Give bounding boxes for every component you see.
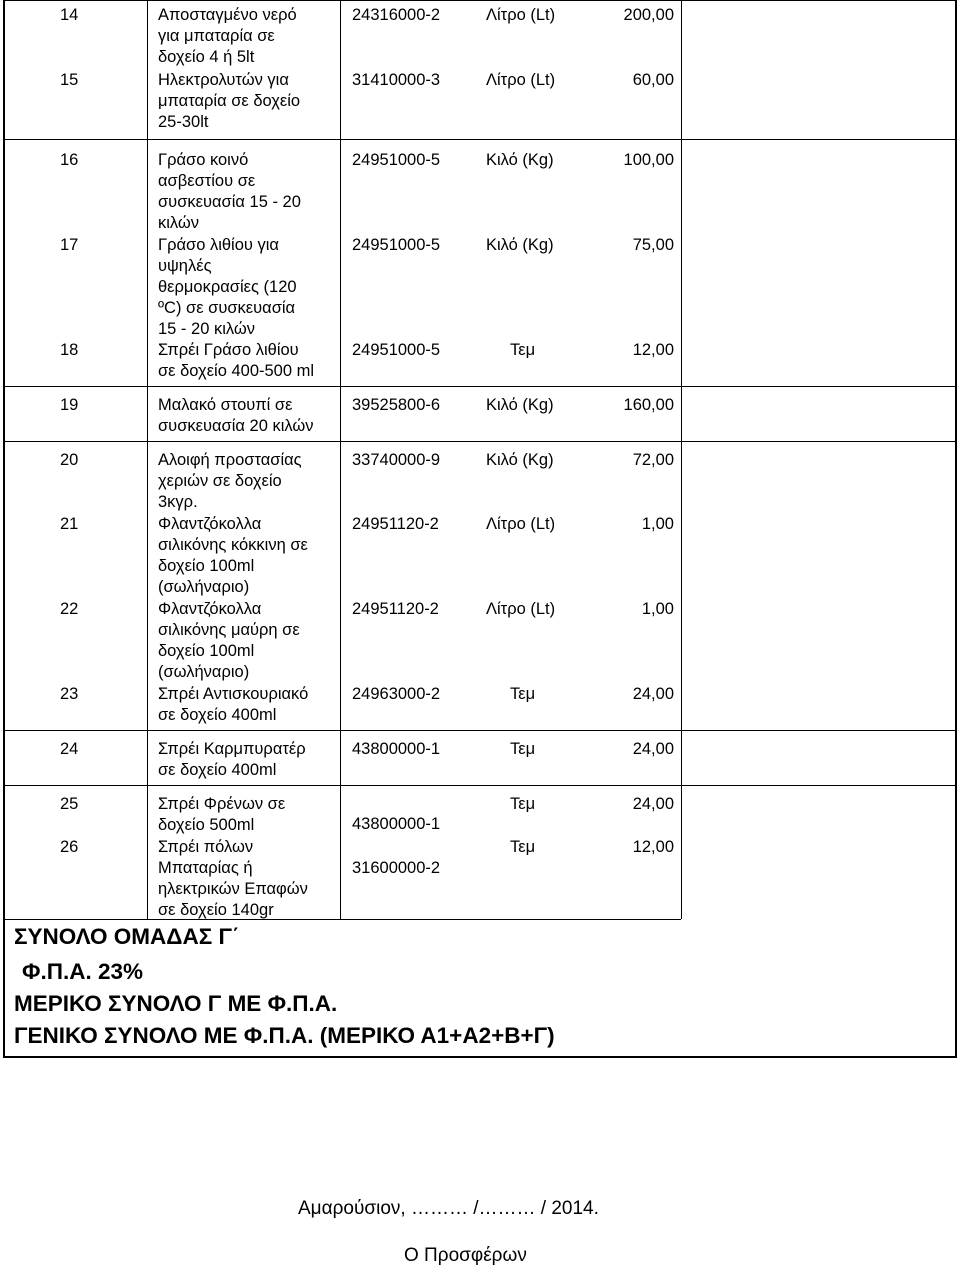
- item-unit: Τεμ: [510, 685, 536, 703]
- item-quantity: 24,00: [632, 795, 674, 813]
- item-cpv-code: 24951000-5: [352, 151, 441, 169]
- item-quantity: 1,00: [641, 600, 674, 618]
- column-divider: [147, 0, 148, 919]
- item-cpv-code: 24963000-2: [352, 685, 441, 703]
- item-unit: Κιλό (Kg): [486, 396, 554, 414]
- item-unit: Τεμ: [510, 795, 536, 813]
- item-description: Φλαντζόκολλα σιλικόνης κόκκινη σε δοχείο 100ml (σωλήναριο): [158, 515, 308, 596]
- item-cpv-code: 39525800-6: [352, 396, 441, 414]
- item-unit: Λίτρο (Lt): [486, 6, 556, 24]
- item-quantity: 100,00: [623, 151, 674, 169]
- item-number: 17: [60, 236, 79, 254]
- item-cpv-code: 24951120-2: [352, 515, 439, 533]
- item-cpv-code: 31410000-3: [352, 71, 441, 89]
- row-separator: [3, 919, 681, 920]
- item-number: 19: [60, 396, 79, 414]
- item-unit: Κιλό (Kg): [486, 451, 554, 469]
- item-cpv-code: 31600000-2: [352, 859, 441, 877]
- item-number: 15: [60, 71, 79, 89]
- item-description: Γράσο λιθίου για υψηλές θερμοκρασίες (120 ºC) σε συσκευασία 15 - 20 κιλών: [158, 236, 297, 338]
- item-quantity: 160,00: [623, 396, 674, 414]
- item-unit: Λίτρο (Lt): [486, 515, 556, 533]
- row-separator: [3, 139, 957, 140]
- item-number: 24: [60, 740, 79, 758]
- item-unit: Λίτρο (Lt): [486, 600, 556, 618]
- item-quantity: 200,00: [623, 6, 674, 24]
- grand-total-label: ΓΕΝΙΚΟ ΣΥΝΟΛΟ ΜΕ Φ.Π.Α. (ΜΕΡΙΚΟ Α1+Α2+Β+Γ): [14, 1023, 555, 1048]
- item-quantity: 72,00: [632, 451, 674, 469]
- item-unit: Τεμ: [510, 341, 536, 359]
- item-number: 20: [60, 451, 79, 469]
- partial-total-label: ΜΕΡΙΚΟ ΣΥΝΟΛΟ Γ ΜΕ Φ.Π.Α.: [14, 991, 338, 1016]
- item-unit: Τεμ: [510, 740, 536, 758]
- item-unit: Λίτρο (Lt): [486, 71, 556, 89]
- item-description: Αποσταγμένο νερό για μπαταρία σε δοχείο 4 ή 5lt: [158, 6, 297, 66]
- item-number: 21: [60, 515, 79, 533]
- group-total-label: ΣΥΝΟΛΟ ΟΜΑΔΑΣ Γ΄: [14, 924, 240, 949]
- column-divider: [3, 0, 4, 919]
- item-description: Αλοιφή προστασίας χεριών σε δοχείο 3κγρ.: [158, 451, 302, 511]
- item-description: Ηλεκτρολυτών για μπαταρία σε δοχείο 25-30lt: [158, 71, 301, 131]
- item-number: 16: [60, 151, 79, 169]
- item-number: 26: [60, 838, 79, 856]
- item-quantity: 75,00: [632, 236, 674, 254]
- item-description: Φλαντζόκολλα σιλικόνης μαύρη σε δοχείο 100ml (σωλήναριο): [158, 600, 300, 681]
- item-quantity: 12,00: [632, 341, 674, 359]
- item-cpv-code: 24951120-2: [352, 600, 439, 618]
- item-description: Σπρέι Αντισκουριακό σε δοχείο 400ml: [158, 685, 309, 724]
- item-unit: Κιλό (Kg): [486, 151, 554, 169]
- item-number: 23: [60, 685, 79, 703]
- item-cpv-code: 43800000-1: [352, 740, 441, 758]
- row-separator: [3, 785, 957, 786]
- item-unit: Τεμ: [510, 838, 536, 856]
- column-divider: [681, 0, 682, 919]
- item-quantity: 24,00: [632, 685, 674, 703]
- item-number: 14: [60, 6, 79, 24]
- item-description: Σπρέι Καρμπυρατέρ σε δοχείο 400ml: [158, 740, 306, 779]
- column-divider: [340, 0, 341, 919]
- item-description: Μαλακό στουπί σε συσκευασία 20 κιλών: [158, 396, 314, 435]
- row-separator: [3, 0, 957, 1]
- row-separator: [3, 386, 957, 387]
- place-date: Αμαρούσιον, ……… /……… / 2014.: [298, 1198, 599, 1219]
- item-number: 22: [60, 600, 79, 618]
- item-cpv-code: 24951000-5: [352, 341, 441, 359]
- item-cpv-code: 33740000-9: [352, 451, 441, 469]
- item-quantity: 24,00: [632, 740, 674, 758]
- signatory-label: Ο Προσφέρων: [404, 1245, 527, 1266]
- item-description: Γράσο κοινό ασβεστίου σε συσκευασία 15 - 20 κιλών: [158, 151, 301, 232]
- item-description: Σπρέι Γράσο λιθίου σε δοχείο 400-500 ml: [158, 341, 315, 380]
- item-cpv-code: 43800000-1: [352, 815, 441, 833]
- item-cpv-code: 24316000-2: [352, 6, 441, 24]
- row-separator: [3, 730, 957, 731]
- row-separator: [3, 441, 957, 442]
- item-quantity: 60,00: [632, 71, 674, 89]
- item-number: 18: [60, 341, 79, 359]
- item-number: 25: [60, 795, 79, 813]
- item-description: Σπρέι πόλων Μπαταρίας ή ηλεκτρικών Επαφών σε δοχείο 140gr: [158, 838, 308, 919]
- item-unit: Κιλό (Kg): [486, 236, 554, 254]
- item-description: Σπρέι Φρένων σε δοχείο 500ml: [158, 795, 286, 834]
- vat-label: Φ.Π.Α. 23%: [22, 959, 144, 984]
- item-quantity: 1,00: [641, 515, 674, 533]
- item-cpv-code: 24951000-5: [352, 236, 441, 254]
- item-quantity: 12,00: [632, 838, 674, 856]
